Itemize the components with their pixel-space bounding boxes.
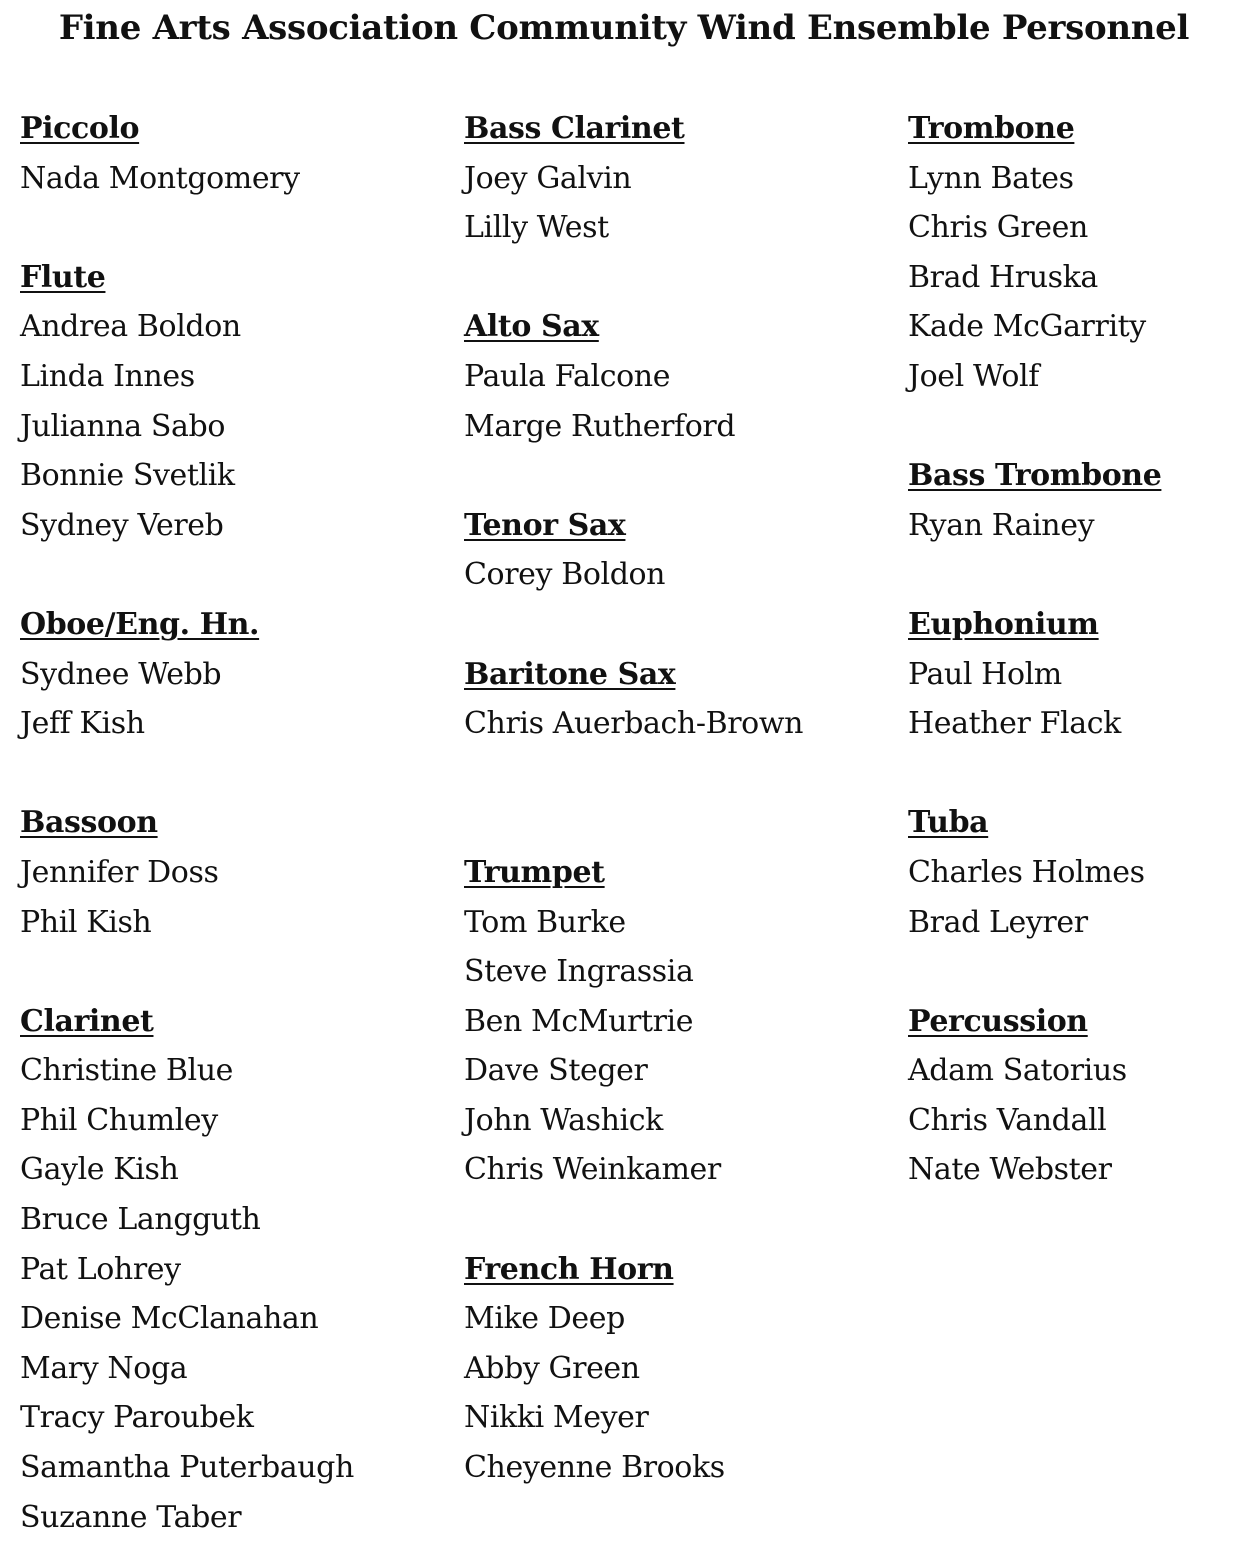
section-heading: Flute: [20, 259, 106, 295]
member-name: Denise McClanahan: [20, 1301, 319, 1337]
member-name: Chris Vandall: [908, 1102, 1107, 1138]
section-bassoon: [20, 798, 440, 996]
section-heading: Bassoon: [20, 805, 158, 841]
section-spacer: [464, 253, 884, 303]
section-heading: Alto Sax: [464, 309, 599, 345]
section-euphonium: [908, 600, 1248, 798]
section-percussion: [908, 997, 1248, 1195]
section-heading: Trumpet: [464, 854, 605, 890]
member-name: Kade McGarrity: [908, 309, 1146, 345]
member-name: Heather Flack: [908, 706, 1121, 742]
section-spacer: [464, 749, 884, 799]
member-name: Phil Chumley: [20, 1102, 218, 1138]
member-name: Andrea Boldon: [20, 309, 241, 345]
member-name: Brad Leyrer: [908, 904, 1088, 940]
member-name: Tracy Paroubek: [20, 1400, 254, 1436]
section-spacer: [20, 749, 440, 799]
member-name: Adam Satorius: [908, 1053, 1127, 1089]
member-name: Jeff Kish: [20, 706, 145, 742]
section-spacer: [464, 1195, 884, 1245]
member-name: Samantha Puterbaugh: [20, 1450, 354, 1486]
member-name: Nikki Meyer: [464, 1400, 649, 1436]
member-name: Tom Burke: [464, 904, 626, 940]
section-heading: Oboe/Eng. Hn.: [20, 606, 260, 642]
member-name: Abby Green: [464, 1350, 640, 1386]
member-name: Nate Webster: [908, 1152, 1112, 1188]
member-name: Sydney Vereb: [20, 507, 224, 543]
member-name: Julianna Sabo: [20, 408, 225, 444]
section-bass-trombone: [908, 451, 1248, 600]
section-heading: Piccolo: [20, 111, 140, 146]
member-name: Mary Noga: [20, 1350, 188, 1386]
section-heading: French Horn: [464, 1251, 674, 1287]
section-spacer: [464, 600, 884, 650]
member-name: Christine Blue: [20, 1053, 233, 1089]
section-spacer: [908, 550, 1248, 600]
member-name: Paula Falcone: [464, 358, 671, 394]
member-name: Charles Holmes: [908, 854, 1145, 890]
member-name: Linda Innes: [20, 358, 195, 394]
member-name: Chris Weinkamer: [464, 1152, 721, 1188]
section-french-horn: [464, 1245, 884, 1493]
section-tenor-sax: [464, 501, 884, 650]
section-spacer: [908, 749, 1248, 799]
member-name: Corey Boldon: [464, 557, 666, 593]
column-3: [908, 104, 1248, 1195]
section-baritone-sax: [464, 650, 884, 848]
member-name: Ryan Rainey: [908, 507, 1095, 543]
column-2: [464, 104, 884, 1493]
member-name: Gayle Kish: [20, 1152, 179, 1188]
member-name: Nada Montgomery: [20, 160, 300, 196]
member-name: Paul Holm: [908, 656, 1062, 692]
member-name: Chris Green: [908, 210, 1088, 246]
section-heading: Baritone Sax: [464, 656, 676, 692]
member-name: Pat Lohrey: [20, 1251, 181, 1287]
section-heading: Tuba: [908, 805, 989, 841]
section-heading: Percussion: [908, 1003, 1088, 1039]
member-name: Jennifer Doss: [20, 854, 219, 890]
section-oboe-eng-hn: [20, 600, 440, 798]
section-heading: Trombone: [908, 111, 1075, 146]
section-spacer: [464, 451, 884, 501]
member-name: Dave Steger: [464, 1053, 648, 1089]
section-trombone: [908, 104, 1248, 451]
member-name: Sydnee Webb: [20, 656, 222, 692]
page-title: Fine Arts Association Community Wind Ensemble Personnel: [58, 8, 1190, 48]
section-heading: Tenor Sax: [464, 507, 626, 543]
section-heading: Bass Trombone: [908, 458, 1162, 494]
member-name: Bonnie Svetlik: [20, 458, 235, 494]
member-name: Suzanne Taber: [20, 1499, 242, 1535]
section-bass-clarinet: [464, 104, 884, 302]
section-spacer: [908, 402, 1248, 452]
section-flute: [20, 253, 440, 600]
column-1: [20, 104, 440, 1542]
section-tuba: [908, 798, 1248, 996]
section-heading: Bass Clarinet: [464, 111, 685, 146]
member-name: Lynn Bates: [908, 160, 1074, 196]
member-name: Bruce Langguth: [20, 1202, 261, 1238]
member-name: Brad Hruska: [908, 259, 1098, 295]
member-name: Joel Wolf: [908, 358, 1039, 394]
section-heading: Euphonium: [908, 606, 1099, 642]
member-name: Lilly West: [464, 210, 609, 246]
member-name: Phil Kish: [20, 904, 152, 940]
section-spacer: [464, 798, 884, 848]
member-name: Ben McMurtrie: [464, 1003, 694, 1039]
member-name: Cheyenne Brooks: [464, 1450, 725, 1486]
section-piccolo: [20, 104, 440, 253]
section-trumpet: [464, 848, 884, 1245]
member-name: Marge Rutherford: [464, 408, 736, 444]
section-spacer: [908, 947, 1248, 997]
section-spacer: [20, 203, 440, 253]
section-clarinet: [20, 997, 440, 1542]
member-name: Chris Auerbach-Brown: [464, 706, 804, 742]
section-spacer: [20, 550, 440, 600]
section-spacer: [20, 947, 440, 997]
section-alto-sax: [464, 302, 884, 500]
member-name: Mike Deep: [464, 1301, 625, 1337]
member-name: Joey Galvin: [464, 160, 632, 196]
section-heading: Clarinet: [20, 1003, 154, 1039]
member-name: John Washick: [464, 1102, 663, 1138]
member-name: Steve Ingrassia: [464, 954, 694, 990]
